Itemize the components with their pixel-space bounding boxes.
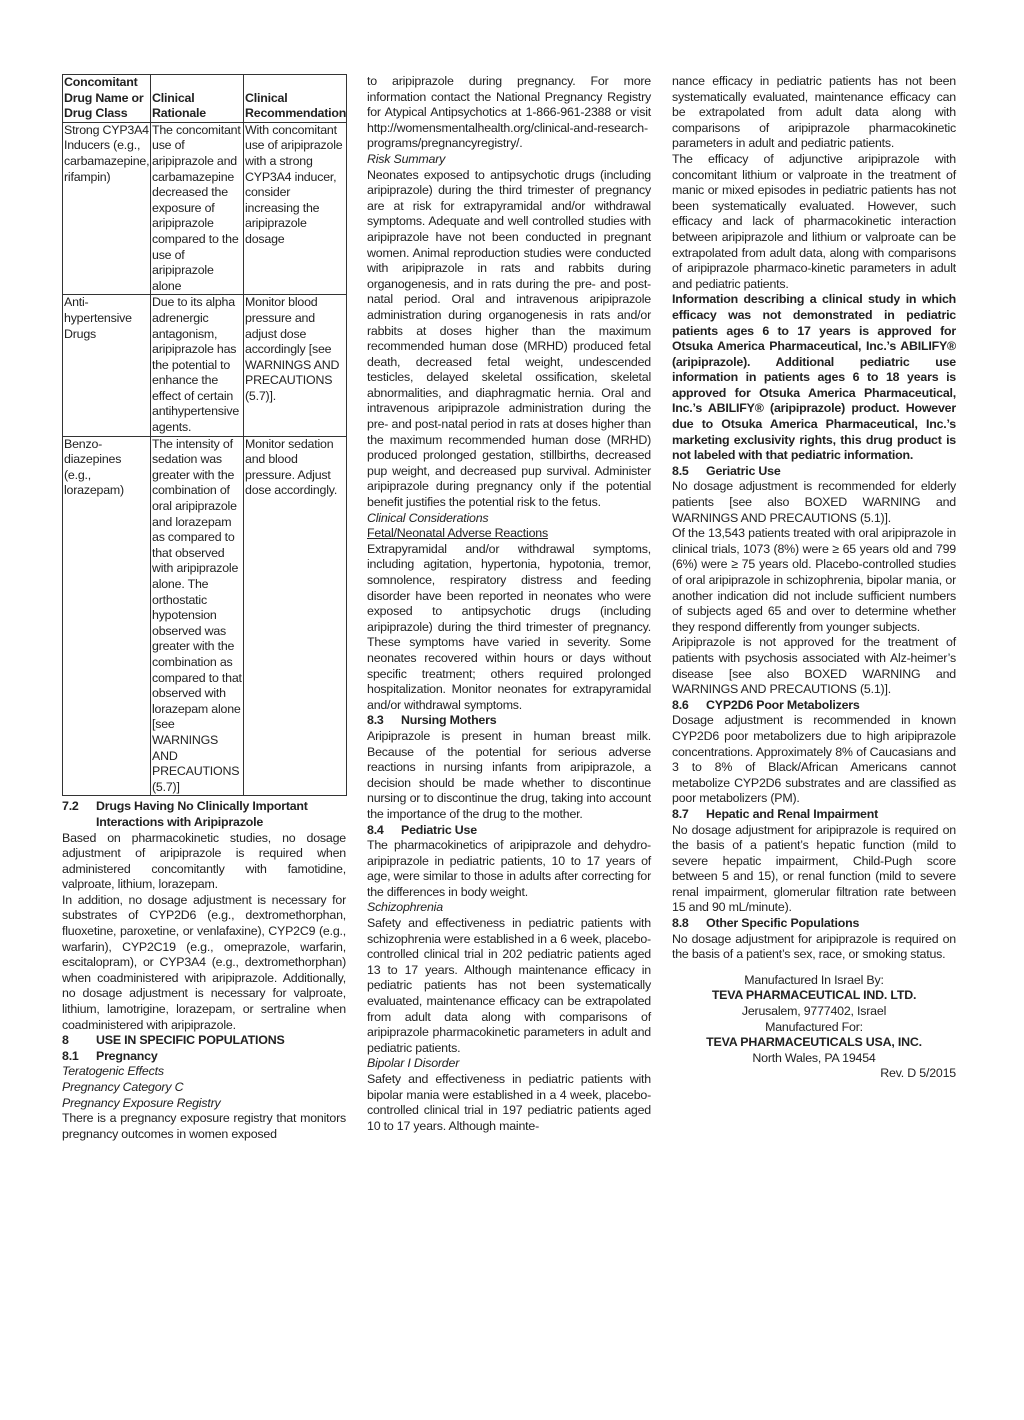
section-title: Geriatric Use bbox=[706, 463, 781, 478]
subheading: Pregnancy Exposure Registry bbox=[62, 1095, 221, 1110]
subheading: Fetal/Neonatal Adverse Reactions bbox=[367, 526, 548, 541]
table-header-row bbox=[63, 75, 347, 123]
section-number: 8.1 bbox=[62, 1048, 79, 1063]
section-number: 8 bbox=[62, 1033, 69, 1048]
subheading: Schizophrenia bbox=[367, 900, 443, 915]
paragraph: Based on pharmacokinetic studies, no dosage adjustment of aripiprazole is required when administered concomitantly with famotidine, valproate, lithium, lorazepam. bbox=[62, 830, 346, 892]
paragraph: Extrapyramidal and/or withdrawal symptoms, including agitation, hypertonia, hypotonia, tremor, somnolence, respiratory distress and feeding disorder have been reported in neonates who were exposed to antipsychotic drugs (including aripiprazole) during the third trimester of pregnancy. These symptoms have varied in severity. Some neonates recovered within hours or days without specific treatment; others required prolonged hospitalization. Monitor neonates for extrapyramidal and/or withdrawal symptoms. bbox=[367, 541, 651, 712]
table-cell: The concomitant use of aripiprazole and carbamazepine decreased the exposure of aripiprazole compared to the use of aripiprazole alone bbox=[151, 122, 244, 295]
section-number: 8.4 bbox=[367, 822, 384, 837]
paragraph: Aripiprazole is not approved for the treatment of patients with psychosis associated with Alz-heimer’s disease [see also BOXED WARNING and WARNINGS AND PRECAUTIONS (5.1)]. bbox=[672, 635, 956, 697]
section-title: Drugs Having No Clinically Important Interactions with Aripiprazole bbox=[96, 799, 308, 829]
table-row bbox=[63, 436, 347, 796]
paragraph: There is a pregnancy exposure registry that monitors pregnancy outcomes in women exposed bbox=[62, 1111, 346, 1141]
paragraph: nance efficacy in pediatric patients has not been systematically evaluated, maintenance efficacy can be extrapolated from adult data along with comparisons of aripiprazole pharmacokinetic parameters in adult and pediatric patients. bbox=[672, 74, 956, 151]
subheading: Risk Summary bbox=[367, 151, 446, 166]
section-heading-8-1 bbox=[62, 1049, 346, 1065]
section-number: 8.5 bbox=[672, 463, 689, 478]
section-heading-8 bbox=[62, 1033, 346, 1049]
table-header-cell: Clinical Recommendation bbox=[244, 75, 347, 123]
paragraph: No dosage adjustment for aripiprazole is required on the basis of a patient’s hepatic function (mild to severe hepatic impairment, Child-Pugh score between 5 and 15), or renal function (mild to severe renal impairment, glomerular filtration rate between 15 and 90 mL/minute). bbox=[672, 822, 956, 915]
manufacturer-by-address: Jerusalem, 9777402, Israel bbox=[741, 1004, 887, 1019]
paragraph: Aripiprazole is present in human breast milk. Because of the potential for serious adverse reactions in nursing infants from aripiprazole, a decision should be made whether to discontinue nursing or to discontinue the drug, taking into account the importance of the drug to the mother. bbox=[367, 728, 651, 821]
section-heading-7-2 bbox=[62, 799, 346, 830]
table-cell: Benzo-diazepines (e.g., lorazepam) bbox=[63, 436, 151, 796]
manufacturer-by-label: Manufactured In Israel By: bbox=[744, 972, 884, 987]
section-heading-8-5 bbox=[672, 464, 956, 480]
subheading: Clinical Considerations bbox=[367, 510, 489, 525]
section-heading-8-3 bbox=[367, 713, 651, 729]
section-title: Other Specific Populations bbox=[706, 916, 860, 931]
column-1 bbox=[62, 74, 346, 1142]
section-title: Hepatic and Renal Impairment bbox=[706, 806, 879, 821]
bold-notice: Information describing a clinical study in which efficacy was not demonstrated in pediatric patients ages 6 to 17 years is approved for Otsuka America Pharmaceutical, Inc.’s ABILIFY® (aripiprazole). Additional pediatric use information in patients ages 6 to 18 years is approved for Otsuka America Pharmaceutical, Inc.’s ABILIFY® (aripiprazole) product. However due to Otsuka America Pharmaceutical, Inc.’s marketing exclusivity rights, this drug product is not labeled with that pediatric information. bbox=[672, 292, 956, 463]
paragraph: Dosage adjustment is recommended in known CYP2D6 poor metabolizers due to high aripiprazole concentrations. Approximately 8% of Caucasians and 3 to 8% of Black/African Americans cannot metabolize CYP2D6 substrates and are classified as poor metabolizers (PM). bbox=[672, 713, 956, 806]
paragraph: Safety and effectiveness in pediatric patients with bipolar mania were established in a 4 week, placebo-controlled clinical trial in 197 pediatric patients aged 10 to 17 years. Although mainte- bbox=[367, 1072, 651, 1133]
paragraph: to aripiprazole during pregnancy. For more information contact the National Pregnancy Registry for Atypical Antipsychotics at 1-866-961-2388 or visit http://womensmentalhealth.org/clinical-and-research-programs/pregnancyregistry/. bbox=[367, 74, 651, 151]
paragraph: No dosage adjustment for aripiprazole is required on the basis of a patient’s sex, race, or smoking status. bbox=[672, 931, 956, 962]
table-cell: With concomitant use of aripiprazole with a strong CYP3A4 inducer, consider increasing the aripiprazole dosage bbox=[244, 122, 347, 295]
section-number: 8.6 bbox=[672, 697, 689, 712]
manufacturer-by-name: TEVA PHARMACEUTICAL IND. LTD. bbox=[711, 988, 917, 1003]
table-row bbox=[63, 295, 347, 436]
paragraph: The efficacy of adjunctive aripiprazole with concomitant lithium or valproate in the treatment of manic or mixed episodes in pediatric patients has not been systematically evaluated. However, such efficacy and lack of pharmacokinetic interaction between aripiprazole and lithium or valproate can be extrapolated from adult data, along with comparisons of aripiprazole pharmaco-kinetic parameters in adult and pediatric patients. bbox=[672, 151, 956, 291]
paragraph: The pharmacokinetics of aripiprazole and dehydro-aripiprazole in pediatric patients, 10 to 17 years of age, were similar to those in adults after correcting for the differences in body weight. bbox=[367, 838, 651, 899]
paragraph: Of the 13,543 patients treated with oral aripiprazole in clinical trials, 1073 (8%) were ≥ 65 years old and 799 (6%) were ≥ 75 years old. Placebo-controlled studies of oral aripiprazole in schizophrenia, bipolar mania, or another indication did not include sufficient numbers of subjects aged 65 and over to determine whether they respond differently from younger subjects. bbox=[672, 526, 956, 634]
paragraph: Neonates exposed to antipsychotic drugs (including aripiprazole) during the third trimester of pregnancy are at risk for extrapyramidal and/or withdrawal symptoms. Adequate and well controlled studies with aripiprazole have not been conducted in pregnant women. Animal reproduction studies were conducted with aripiprazole in rats and rabbits during organogenesis, and in rats during the pre- and post-natal period. Oral and intravenous aripiprazole administration during organogenesis in rats and/or rabbits at doses higher than the maximum recommended human dose (MRHD) produced fetal death, decreased fetal weight, undescended testicles, delayed skeletal ossification, skeletal abnormalities, and diaphragmatic hernia. Oral and intravenous aripiprazole administration during the pre- and post-natal period in rats at doses higher than the maximum recommended human dose (MRHD) produced prolonged gestation, stillbirths, decreased pup weight, and decreased pup survival. Administer aripiprazole during pregnancy only if the potential benefit justifies the potential risk to the fetus. bbox=[367, 167, 651, 510]
section-title: Nursing Mothers bbox=[401, 713, 497, 728]
section-title: USE IN SPECIFIC POPULATIONS bbox=[96, 1033, 285, 1048]
section-number: 8.3 bbox=[367, 713, 384, 728]
table-cell: The intensity of sedation was greater with the combination of oral aripiprazole and lorazepam as compared to that observed with aripiprazole alone. The orthostatic hypotension observed was greater with the combination as compared to that observed with lorazepam alone [see WARNINGS AND PRECAUTIONS (5.7)] bbox=[151, 436, 244, 796]
section-number: 8.7 bbox=[672, 806, 689, 821]
table-cell: Anti-hypertensive Drugs bbox=[63, 295, 151, 436]
table-cell: Monitor blood pressure and adjust dose accordingly [see WARNINGS AND PRECAUTIONS (5.7)]. bbox=[244, 295, 347, 436]
section-number: 7.2 bbox=[62, 799, 79, 814]
manufacturer-for-address: North Wales, PA 19454 bbox=[752, 1050, 876, 1065]
table-cell: Strong CYP3A4 Inducers (e.g., carbamazepine, rifampin) bbox=[63, 122, 151, 295]
manufacturer-for-name: TEVA PHARMACEUTICALS USA, INC. bbox=[706, 1035, 922, 1050]
section-title: Pediatric Use bbox=[401, 822, 477, 837]
paragraph: Safety and effectiveness in pediatric patients with schizophrenia were established in a 6 week, placebo-controlled clinical trial in 202 pediatric patients aged 13 to 17 years. Although maintenance efficacy in pediatric patients has not been systematically evaluated, maintenance efficacy can be extrapolated from adult data along with comparisons of aripiprazole pharmacokinetic parameters in adult and pediatric patients. bbox=[367, 916, 651, 1055]
paragraph: No dosage adjustment is recommended for elderly patients [see also BOXED WARNING and WARNINGS AND PRECAUTIONS (5.1)]. bbox=[672, 479, 956, 525]
drug-interaction-table bbox=[62, 74, 347, 796]
table-cell: Monitor sedation and blood pressure. Adjust dose accordingly. bbox=[244, 436, 347, 796]
section-heading-8-8 bbox=[672, 916, 956, 932]
manufacturer-for-label: Manufactured For: bbox=[765, 1019, 863, 1034]
subheading: Bipolar I Disorder bbox=[367, 1056, 460, 1071]
column-2 bbox=[367, 74, 651, 1134]
section-number: 8.8 bbox=[672, 916, 689, 931]
table-header-cell: Concomitant Drug Name or Drug Class bbox=[63, 75, 151, 123]
table-header-cell: Clinical Rationale bbox=[151, 75, 244, 123]
table-cell: Due to its alpha adrenergic antagonism, aripiprazole has the potential to enhance the effect of certain antihypertensive agents. bbox=[151, 295, 244, 436]
paragraph: In addition, no dosage adjustment is necessary for substrates of CYP2D6 (e.g., dextromethorphan, fluoxetine, paroxetine, or venlafaxine), CYP2C9 (e.g., warfarin), CYP2C19 (e.g., omeprazole, warfarin, escitalopram), or CYP3A4 (e.g., dextromethorphan) when coadministered with aripiprazole. Additionally, no dosage adjustment is necessary for valproate, lithium, lamotrigine, lorazepam, or sertraline when coadministered with aripiprazole. bbox=[62, 892, 346, 1032]
subheading: Pregnancy Category C bbox=[62, 1080, 184, 1094]
section-heading-8-7 bbox=[672, 807, 956, 823]
section-heading-8-4 bbox=[367, 823, 651, 839]
section-title: CYP2D6 Poor Metabolizers bbox=[706, 697, 860, 712]
column-3 bbox=[672, 74, 956, 1082]
section-title: Pregnancy bbox=[96, 1048, 158, 1063]
table-row bbox=[63, 122, 347, 295]
section-heading-8-6 bbox=[672, 698, 956, 714]
subheading: Teratogenic Effects bbox=[62, 1064, 164, 1079]
revision-label: Rev. D 5/2015 bbox=[880, 1066, 956, 1081]
